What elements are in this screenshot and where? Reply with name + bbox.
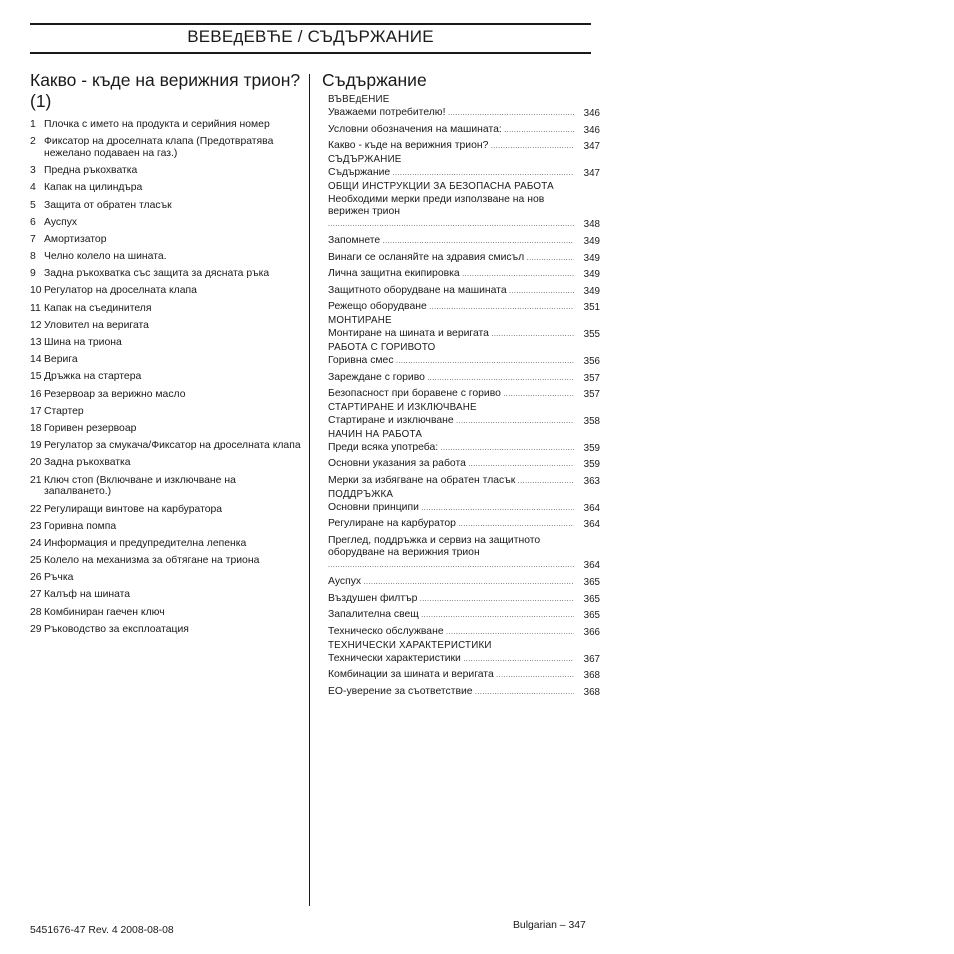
- toc-entry[interactable]: [322, 252, 600, 265]
- toc-entry[interactable]: [322, 653, 600, 666]
- toc-entry[interactable]: [322, 475, 600, 488]
- part-item: [30, 200, 302, 212]
- part-item: [30, 555, 302, 567]
- toc-entry-label: Въздушен филтър .....: [328, 593, 574, 606]
- toc-entry[interactable]: [322, 301, 600, 314]
- part-number: 27: [30, 589, 42, 601]
- part-label: Челно колело на шината.: [44, 251, 167, 263]
- toc-entry[interactable]: [322, 124, 600, 137]
- toc-entry-label: Запомнете .....: [328, 235, 574, 248]
- part-number: 4: [30, 182, 36, 194]
- toc-entry[interactable]: [322, 388, 600, 401]
- toc-entry-label: Условни обозначения на машината: .....: [328, 124, 574, 137]
- toc-entry[interactable]: [322, 626, 600, 639]
- part-number: 29: [30, 623, 42, 635]
- header-top-rule: [30, 23, 591, 25]
- toc-column: [322, 70, 600, 699]
- toc-entry-page: 367: [583, 653, 600, 665]
- part-item: [30, 371, 302, 383]
- part-label: Калъф на шината: [44, 589, 131, 601]
- part-item: [30, 457, 302, 469]
- footer-page-label: Bulgarian – 347: [513, 920, 586, 931]
- toc-entry-page: 365: [583, 593, 600, 605]
- toc-entry[interactable]: [322, 669, 600, 682]
- toc-entry-label: Защитното оборудване на машината .....: [328, 285, 574, 298]
- part-item: [30, 268, 302, 280]
- part-item: [30, 440, 302, 452]
- part-number: 17: [30, 405, 42, 417]
- part-label: Задна ръкохватка със защита за дясната ръка: [44, 268, 270, 280]
- part-number: 22: [30, 503, 42, 515]
- part-item: [30, 182, 302, 194]
- toc-entry-label: Преглед, поддръжка и сервиз на защитното оборудване на верижния трион .....: [328, 535, 574, 572]
- toc-entry-page: 368: [583, 670, 600, 682]
- part-item: [30, 423, 302, 435]
- toc-entry-page: 355: [583, 329, 600, 341]
- toc-entry-page: 357: [583, 389, 600, 401]
- part-number: 8: [30, 251, 36, 263]
- toc-entry-label: Комбинации за шината и веригата .....: [328, 669, 574, 682]
- part-label: Амортизатор: [44, 233, 107, 245]
- column-divider: [309, 74, 310, 906]
- part-item: [30, 406, 302, 418]
- toc-entry[interactable]: [322, 140, 600, 153]
- toc-entry-page: 347: [583, 141, 600, 153]
- part-item: [30, 538, 302, 550]
- toc-entry[interactable]: [322, 328, 600, 341]
- part-number: 13: [30, 337, 42, 349]
- part-label: Ръководство за експлоатация: [44, 623, 189, 635]
- toc-entry-label: Технически характеристики .....: [328, 653, 574, 666]
- toc-entry[interactable]: [322, 107, 600, 120]
- parts-list: [30, 119, 302, 636]
- part-number: 7: [30, 233, 36, 245]
- toc-section-title: НАЧИН НА РАБОТА: [328, 428, 423, 440]
- part-label: Горивен резервоар: [44, 422, 137, 434]
- part-item: [30, 320, 302, 332]
- part-number: 20: [30, 457, 42, 469]
- toc-entry[interactable]: [322, 415, 600, 428]
- part-label: Ръчка: [44, 572, 74, 584]
- toc-entry-page: 365: [583, 610, 600, 622]
- toc-entry[interactable]: [322, 535, 600, 572]
- parts-heading: Какво - къде на верижния трион? (1): [30, 70, 301, 111]
- part-label: Стартер: [44, 405, 84, 417]
- part-item: [30, 521, 302, 533]
- toc-entry[interactable]: [322, 686, 600, 699]
- toc-entry-page: 346: [583, 108, 600, 119]
- toc-entry[interactable]: [322, 576, 600, 589]
- part-number: 26: [30, 572, 42, 584]
- part-label: Колело на механизма за обтягане на триона: [44, 555, 260, 567]
- toc-entry[interactable]: [322, 458, 600, 471]
- toc-entry-page: 356: [583, 355, 600, 367]
- toc-entry-page: 363: [583, 475, 600, 487]
- toc-entry-label: ЕО-уверение за съответствие .....: [328, 686, 574, 699]
- toc-entry-page: 364: [583, 560, 600, 572]
- toc-entry[interactable]: [322, 268, 600, 281]
- part-label: Уловител на веригата: [44, 319, 149, 331]
- toc-entry-page: 348: [583, 219, 600, 231]
- toc-entry-page: 366: [583, 626, 600, 638]
- toc-entry[interactable]: [322, 372, 600, 385]
- part-label: Регулатор на дроселната клапа: [44, 285, 197, 297]
- toc-entry[interactable]: [322, 502, 600, 515]
- toc-section-title: СТАРТИРАНЕ И ИЗКЛЮЧВАНЕ: [328, 401, 477, 413]
- toc-section-title: ОБЩИ ИНСТРУКЦИИ ЗА БЕЗОПАСНА РАБОТА: [328, 180, 554, 192]
- page-header-title: ВЕВЕдЕВЋЕ / СЪДЪРЖАНИЕ: [187, 27, 434, 46]
- toc-entry-page: 349: [583, 252, 600, 264]
- parts-column: [30, 70, 302, 641]
- toc-entry-page: 364: [583, 502, 600, 514]
- part-item: [30, 217, 302, 229]
- toc-entry-page: 365: [583, 577, 600, 589]
- part-item: [30, 389, 302, 401]
- part-item: [30, 251, 302, 263]
- part-label: Фиксатор на дроселната клапа (Предотвратява нежелано подаваен на газ.): [44, 136, 274, 159]
- toc-entry[interactable]: [322, 167, 600, 180]
- part-number: 10: [30, 285, 42, 297]
- toc-entry-label: Преди всяка употреба: .....: [328, 442, 574, 455]
- part-label: Резервоар за верижно масло: [44, 388, 186, 400]
- toc-entry-page: 357: [583, 372, 600, 384]
- part-number: 19: [30, 440, 42, 452]
- part-label: Регулиращи винтове на карбуратора: [44, 503, 223, 515]
- toc-entry[interactable]: [322, 518, 600, 531]
- part-item: [30, 572, 302, 584]
- part-label: Горивна помпа: [44, 520, 117, 532]
- toc-entry-page: 364: [583, 519, 600, 531]
- toc-entry-page: 359: [583, 459, 600, 471]
- toc-entry-page: 358: [583, 415, 600, 427]
- toc-entry-label: Винаги се осланяйте на здравия смисъл .....: [328, 252, 574, 265]
- toc-entry[interactable]: [322, 235, 600, 248]
- part-item: [30, 285, 302, 297]
- part-item: [30, 337, 302, 349]
- part-label: Ключ стоп (Включване и изключване на запалването.): [44, 474, 236, 498]
- part-number: 24: [30, 537, 42, 549]
- toc-entry-page: 368: [583, 686, 600, 698]
- toc-entry-label: Какво - къде на верижния трион? .....: [328, 140, 574, 153]
- toc-entry[interactable]: [322, 609, 600, 622]
- part-label: Задна ръкохватка: [44, 457, 131, 469]
- part-label: Предна ръкохватка: [44, 165, 138, 177]
- part-label: Плочка с името на продукта и серийния номер: [44, 119, 270, 130]
- part-number: 12: [30, 319, 42, 331]
- part-label: Верига: [44, 354, 78, 366]
- part-label: Капак на цилиндъра: [44, 182, 143, 194]
- part-item: [30, 165, 302, 177]
- part-number: 28: [30, 606, 42, 618]
- part-label: Регулатор за смукача/Фиксатор на дроселната клапа: [44, 440, 301, 452]
- toc-section-title: ТЕХНИЧЕСКИ ХАРАКТЕРИСТИКИ: [328, 639, 492, 651]
- part-number: 21: [30, 474, 42, 486]
- part-item: [30, 119, 302, 131]
- toc-entry-label: Лична защитна екипировка .....: [328, 268, 574, 281]
- part-label: Информация и предупредителна лепенка: [44, 537, 247, 549]
- toc-entry-label: Запалителна свещ .....: [328, 609, 574, 622]
- part-label: Дръжка на стартера: [44, 371, 142, 383]
- toc-entry[interactable]: [322, 285, 600, 298]
- toc-entry-label: Ауспух .....: [328, 576, 574, 589]
- part-label: Ауспух: [44, 216, 78, 228]
- part-number: 14: [30, 354, 42, 366]
- toc-entry-label: Безопасност при боравене с гориво .....: [328, 388, 574, 401]
- header-bottom-rule: [30, 52, 591, 54]
- part-item: [30, 504, 302, 516]
- part-item: [30, 624, 302, 636]
- part-item: [30, 303, 302, 315]
- toc-section-title: СЪДЪРЖАНИЕ: [328, 153, 402, 165]
- toc-entry-label: Основни указания за работа .....: [328, 458, 574, 471]
- toc-entry-label: Необходими мерки преди използване на нов верижен трион .....: [328, 194, 574, 231]
- toc-entry-label: Основни принципи .....: [328, 502, 574, 515]
- footer-doc-id: 5451676-47 Rev. 4 2008-08-08: [30, 925, 174, 936]
- part-number: 1: [30, 119, 36, 130]
- part-number: 6: [30, 216, 36, 228]
- part-number: 2: [30, 136, 36, 148]
- toc-entry[interactable]: [322, 355, 600, 368]
- toc-section-title: ПОДДРЪЖКА: [328, 488, 394, 500]
- toc-entry[interactable]: [322, 194, 600, 231]
- part-number: 15: [30, 371, 42, 383]
- toc-entry-label: Стартиране и изключване .....: [328, 415, 574, 428]
- toc-entry-label: Режещо оборудване .....: [328, 301, 574, 314]
- toc-entry[interactable]: [322, 593, 600, 606]
- part-label: Капак на съединителя: [44, 302, 152, 314]
- toc-entry[interactable]: [322, 442, 600, 455]
- part-number: 5: [30, 199, 36, 211]
- part-item: [30, 589, 302, 601]
- toc-section-title: МОНТИРАНЕ: [328, 315, 392, 327]
- part-number: 3: [30, 165, 36, 177]
- toc-entry-page: 351: [583, 302, 600, 314]
- part-number: 11: [30, 302, 41, 314]
- toc-entry-page: 359: [583, 442, 600, 454]
- part-label: Комбиниран гаечен ключ: [44, 606, 165, 618]
- part-item: [30, 354, 302, 366]
- toc-entry-label: Мерки за избягване на обратен тласък .....: [328, 475, 574, 488]
- toc-section-title: ВЪВЕдЕНИЕ: [328, 94, 390, 105]
- part-item: [30, 234, 302, 246]
- toc-entry-page: 349: [583, 235, 600, 247]
- toc-entry-page: 349: [583, 269, 600, 281]
- part-label: Защита от обратен тласък: [44, 199, 172, 211]
- part-item: [30, 136, 302, 160]
- part-label: Шина на триона: [44, 337, 122, 349]
- part-number: 25: [30, 555, 42, 567]
- toc-entry-page: 349: [583, 285, 600, 297]
- toc-entry-label: Горивна смес .....: [328, 355, 574, 368]
- part-number: 18: [30, 422, 42, 434]
- toc-entry-label: Зареждане с гориво .....: [328, 372, 574, 385]
- toc-entry-label: Регулиране на карбуратор .....: [328, 518, 574, 531]
- toc-entry-page: 347: [583, 167, 600, 179]
- toc-entry-label: Уважаеми потребителю! .....: [328, 107, 574, 120]
- toc-heading: Съдържание: [322, 70, 427, 90]
- toc-body: [322, 94, 600, 699]
- part-item: [30, 607, 302, 619]
- part-number: 23: [30, 520, 42, 532]
- part-item: [30, 475, 302, 499]
- toc-entry-page: 346: [583, 124, 600, 136]
- part-number: 9: [30, 268, 36, 280]
- toc-entry-label: Съдържание .....: [328, 167, 574, 180]
- toc-entry-label: Техническо обслужване .....: [328, 626, 574, 639]
- toc-entry-label: Монтиране на шината и веригата .....: [328, 328, 574, 341]
- toc-section-title: РАБОТА С ГОРИВОТО: [328, 341, 436, 353]
- part-number: 16: [30, 388, 42, 400]
